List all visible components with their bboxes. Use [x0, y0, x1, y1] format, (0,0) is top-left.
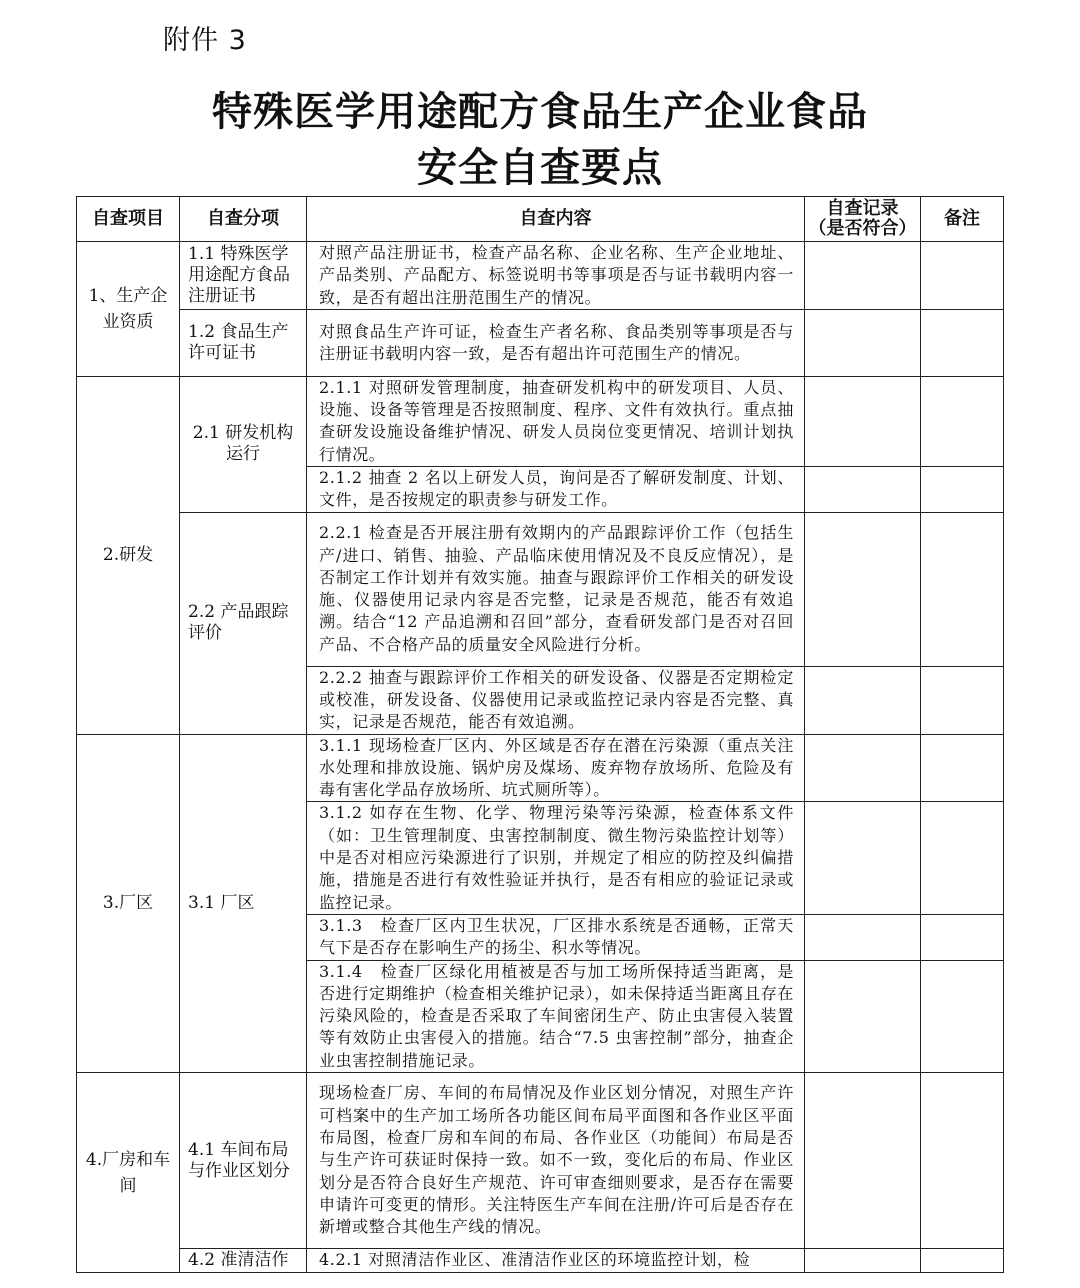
table-header-row: [77, 197, 1004, 242]
header-record-line1: 自查记录: [826, 198, 899, 219]
record-cell: [805, 666, 921, 734]
remark-cell: [921, 309, 1004, 376]
record-cell: [805, 734, 921, 802]
content-cell: 对照食品生产许可证，检查生产者名称、食品类别等事项是否与注册证书载明内容一致，是否有超出许可范围生产的情况。: [307, 309, 805, 376]
item-cell: 3.厂区: [77, 734, 180, 1072]
content-cell: 2.2.1 检查是否开展注册有效期内的产品跟踪评价工作（包括生产/进口、销售、抽验、产品临床使用情况及不良反应情况），是否制定工作计划并有效实施。抽查与跟踪评价工作相关的研发设施、仪器使用记录内容是否完整，记录是否规范，能否有效追溯。结合“12 产品追溯和召回”部分，查看研发部门是否对召回产品、不合格产品的质量安全风险进行分析。: [307, 512, 805, 666]
record-cell: [805, 242, 921, 310]
table-row: [77, 376, 1004, 466]
remark-cell: [921, 1073, 1004, 1249]
item-cell: 4.厂房和车间: [77, 1073, 180, 1273]
sub-cell: 2.1 研发机构运行: [180, 376, 307, 512]
table-row: [77, 1249, 1004, 1273]
record-cell: [805, 914, 921, 960]
record-cell: [805, 376, 921, 466]
remark-cell: [921, 467, 1004, 513]
remark-cell: [921, 376, 1004, 466]
document-title-line1: 特殊医学用途配方食品生产企业食品: [212, 89, 868, 135]
record-cell: [805, 802, 921, 914]
table-row: [77, 309, 1004, 376]
sub-cell: 3.1 厂区: [180, 734, 307, 1072]
record-cell: [805, 1249, 921, 1273]
sub-cell: 1.1 特殊医学用途配方食品注册证书: [180, 242, 307, 310]
content-cell: 2.1.1 对照研发管理制度，抽查研发机构中的研发项目、人员、设施、设备等管理是否按照制度、程序、文件有效执行。重点抽查研发设施设备维护情况、研发人员岗位变更情况、培训计划执行情况。: [307, 376, 805, 466]
sub-cell: 4.1 车间布局与作业区划分: [180, 1073, 307, 1249]
remark-cell: [921, 734, 1004, 802]
table-row: [77, 242, 1004, 310]
item-cell: 1、生产企业资质: [77, 242, 180, 377]
content-cell: 3.1.3 检查厂区内卫生状况，厂区排水系统是否通畅，正常天气下是否存在影响生产的扬尘、积水等情况。: [307, 914, 805, 960]
header-sub: 自查分项: [180, 197, 307, 242]
record-cell: [805, 467, 921, 513]
remark-cell: [921, 512, 1004, 666]
table-row: [77, 734, 1004, 802]
header-record: [805, 197, 921, 242]
remark-cell: [921, 914, 1004, 960]
self-check-table: [76, 196, 1004, 1273]
content-cell: 3.1.2 如存在生物、化学、物理污染等污染源，检查体系文件（如：卫生管理制度、虫害控制制度、微生物污染监控计划等）中是否对相应污染源进行了识别，并规定了相应的防控及纠偏措施，措施是否进行有效性验证并执行，是否有相应的验证记录或监控记录。: [307, 802, 805, 914]
record-cell: [805, 960, 921, 1072]
content-cell: 3.1.1 现场检查厂区内、外区域是否存在潜在污染源（重点关注水处理和排放设施、锅炉房及煤场、废弃物存放场所、危险及有毒有害化学品存放场所、坑式厕所等）。: [307, 734, 805, 802]
content-cell: 2.2.2 抽查与跟踪评价工作相关的研发设备、仪器是否定期检定或校准，研发设备、仪器使用记录或监控记录内容是否完整、真实，记录是否规范，能否有效追溯。: [307, 666, 805, 734]
content-cell: 对照产品注册证书，检查产品名称、企业名称、生产企业地址、产品类别、产品配方、标签说明书等事项是否与证书载明内容一致，是否有超出注册范围生产的情况。: [307, 242, 805, 310]
remark-cell: [921, 802, 1004, 914]
document-title-line2: 安全自查要点: [417, 145, 663, 191]
table-row: [77, 1073, 1004, 1249]
attachment-label: 附件 3: [163, 25, 247, 56]
record-cell: [805, 512, 921, 666]
content-cell: 3.1.4 检查厂区绿化用植被是否与加工场所保持适当距离，是否进行定期维护（检查相关维护记录），如未保持适当距离且存在污染风险的，检查是否采取了车间密闭生产、防止虫害侵入装置等有效防止虫害侵入的措施。结合“7.5 虫害控制”部分，抽查企业虫害控制措施记录。: [307, 960, 805, 1072]
sub-cell: 2.2 产品跟踪评价: [180, 512, 307, 734]
sub-cell: 1.2 食品生产许可证书: [180, 309, 307, 376]
remark-cell: [921, 666, 1004, 734]
content-cell: 2.1.2 抽查 2 名以上研发人员，询问是否了解研发制度、计划、文件，是否按规定的职责参与研发工作。: [307, 467, 805, 513]
remark-cell: [921, 242, 1004, 310]
table-row: [77, 512, 1004, 666]
content-cell: 4.2.1 对照清洁作业区、准清洁作业区的环境监控计划，检: [307, 1249, 805, 1273]
content-cell: 现场检查厂房、车间的布局情况及作业区划分情况，对照生产许可档案中的生产加工场所各功能区间布局平面图和各作业区平面布局图，检查厂房和车间的布局、各作业区（功能间）布局是否与生产许可获证时保持一致。如不一致，变化后的布局、作业区划分是否符合良好生产规范、许可审查细则要求，是否存在需要申请许可变更的情形。关注特医生产车间在注册/许可后是否存在新增或整合其他生产线的情况。: [307, 1073, 805, 1249]
header-item: 自查项目: [77, 197, 180, 242]
item-cell: 2.研发: [77, 376, 180, 734]
header-content: 自查内容: [307, 197, 805, 242]
sub-cell: 4.2 准清洁作: [180, 1249, 307, 1273]
remark-cell: [921, 960, 1004, 1072]
record-cell: [805, 309, 921, 376]
record-cell: [805, 1073, 921, 1249]
remark-cell: [921, 1249, 1004, 1273]
header-remark: 备注: [921, 197, 1004, 242]
header-record-line2: （是否符合）: [808, 218, 917, 239]
